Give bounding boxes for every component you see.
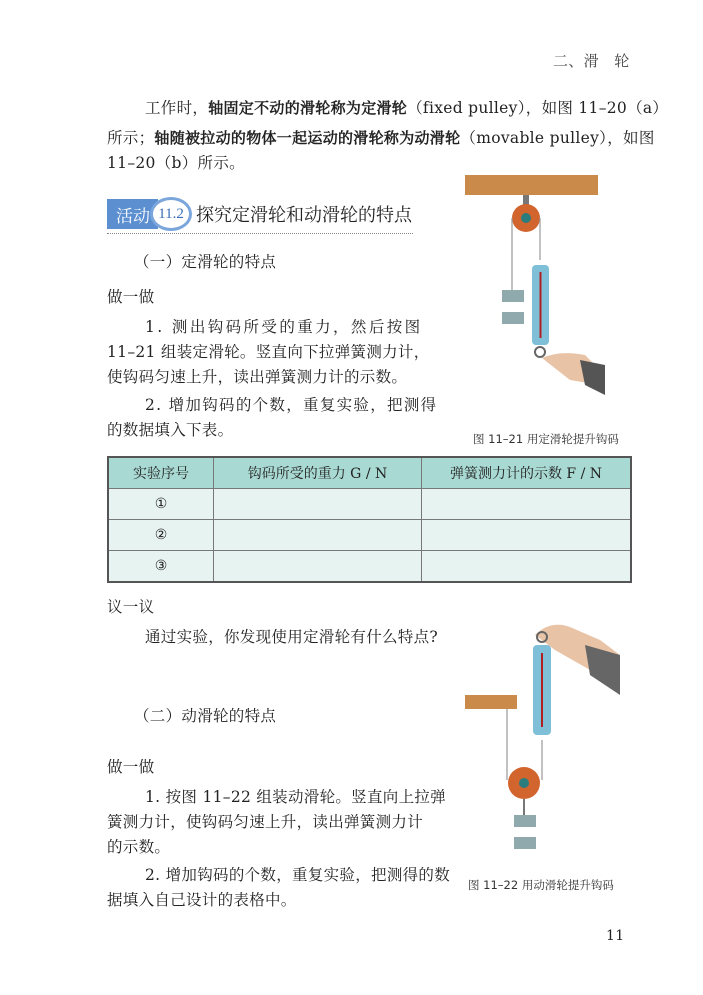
activity-badge: 活动 <box>107 199 158 229</box>
dotted-divider <box>107 233 413 234</box>
fixed-pulley-figure <box>460 170 605 425</box>
activity-number: 11.2 <box>150 197 192 231</box>
col-header: 实验序号 <box>108 457 214 489</box>
data-table <box>107 456 632 583</box>
col-header: 弹簧测力计的示数 F / N <box>422 457 632 489</box>
cell: ② <box>108 520 214 551</box>
part1-line: 使钩码匀速上升，读出弹簧测力计的示数。 <box>107 368 408 386</box>
part2-line: 的示数。 <box>107 838 171 856</box>
cell[interactable] <box>422 551 632 583</box>
part2-line: 1. 按图 11–22 组装动滑轮。竖直向上拉弹 <box>145 788 446 806</box>
cell: ① <box>108 489 214 520</box>
text: 所示； <box>107 129 155 147</box>
intro-line-3: 11–20（b）所示。 <box>107 154 245 172</box>
cell: ③ <box>108 551 214 583</box>
figure-11-22-caption: 图 11–22 用动滑轮提升钩码 <box>468 878 614 892</box>
movable-pulley-figure <box>460 615 620 870</box>
part2-line: 簧测力计，使钩码匀速上升，读出弹簧测力计 <box>107 813 424 831</box>
definition-fixed-pulley: 轴固定不动的滑轮称为定滑轮 <box>208 99 408 117</box>
figure-11-21-caption: 图 11–21 用定滑轮提升钩码 <box>473 432 619 446</box>
part1-do-label: 做一做 <box>107 288 155 306</box>
section-header: 二、滑 轮 <box>553 52 630 70</box>
col-header: 钩码所受的重力 G / N <box>214 457 422 489</box>
part2-line: 据填入自己设计的表格中。 <box>107 891 297 909</box>
table-row <box>108 520 631 551</box>
hook-weights <box>514 815 536 849</box>
part1-heading: （一）定滑轮的特点 <box>134 253 277 271</box>
intro-line-2 <box>107 128 655 148</box>
discuss-question: 通过实验，你发现使用定滑轮有什么特点? <box>145 628 439 646</box>
part1-line: 的数据填入下表。 <box>107 421 234 439</box>
part1-line: 2. 增加钩码的个数，重复实验，把测得 <box>145 396 438 414</box>
table-header-row <box>108 457 631 489</box>
cell[interactable] <box>214 551 422 583</box>
wooden-beam <box>465 175 598 195</box>
cell[interactable] <box>422 520 632 551</box>
part2-line: 2. 增加钩码的个数，重复实验，把测得的数 <box>145 866 451 884</box>
part2-heading: （二）动滑轮的特点 <box>134 707 277 725</box>
discuss-label: 议一议 <box>107 598 155 616</box>
text: 工作时， <box>145 99 209 117</box>
table-row <box>108 551 631 583</box>
definition-movable-pulley: 轴随被拉动的物体一起运动的滑轮称为动滑轮 <box>154 129 461 147</box>
page-number: 11 <box>606 928 625 944</box>
text: （fixed pulley），如图 11–20（a） <box>407 99 669 117</box>
cell[interactable] <box>214 520 422 551</box>
cell[interactable] <box>214 489 422 520</box>
part1-line: 1. 测出钩码所受的重力，然后按图 <box>145 318 423 336</box>
hook-weights <box>502 290 524 324</box>
table-row <box>108 489 631 520</box>
text: （movable pulley），如图 <box>460 129 655 147</box>
intro-line-1 <box>145 98 668 118</box>
cell[interactable] <box>422 489 632 520</box>
wooden-beam <box>465 695 517 709</box>
activity-title: 探究定滑轮和动滑轮的特点 <box>196 205 412 226</box>
part2-do-label: 做一做 <box>107 758 155 776</box>
part1-line: 11–21 组装定滑轮。竖直向下拉弹簧测力计， <box>107 343 430 361</box>
activity-heading <box>107 197 412 231</box>
